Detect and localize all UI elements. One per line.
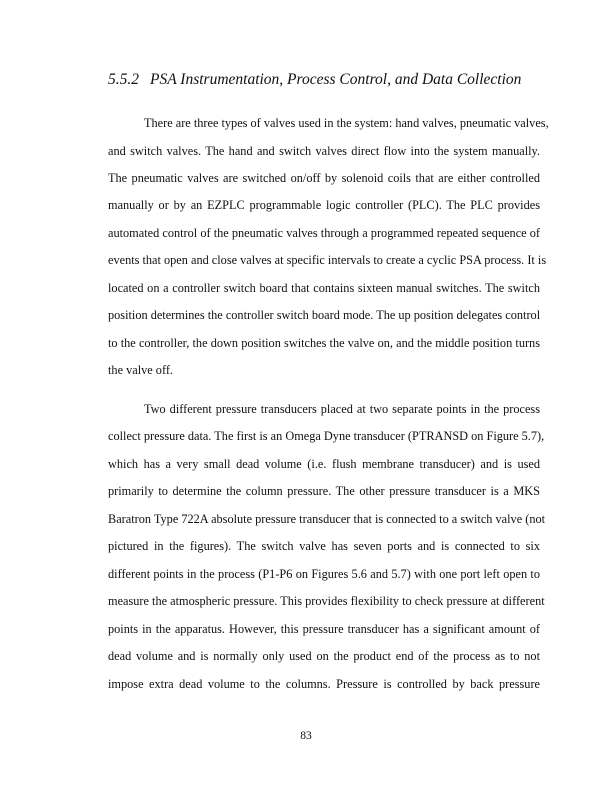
paragraph-2-line-1: Two different pressure transducers placed at two separate points in the process [144,402,540,416]
paragraph-2-line-11: impose extra dead volume to the columns. Pressure is controlled by back pressure [108,677,540,691]
paragraph-1-line-2: and switch valves. The hand and switch valves direct flow into the system manually. [108,144,540,158]
paragraph-2-line-6: pictured in the figures). The switch valve has seven ports and is connected to six [108,539,540,553]
paragraph-2-line-4: primarily to determine the column pressure. The other pressure transducer is a MKS [108,484,540,498]
paragraph-1-line-3: The pneumatic valves are switched on/off by solenoid coils that are either controlled [108,171,540,185]
paragraph-1-line-7: located on a controller switch board that contains sixteen manual switches. The switch [108,281,540,295]
paragraph-2-line-7: different points in the process (P1-P6 on Figures 5.6 and 5.7) with one port left open to [108,567,540,581]
paragraph-1-line-6: events that open and close valves at specific intervals to create a cyclic PSA process. It is [108,253,547,267]
paragraph-2-line-9: points in the apparatus. However, this pressure transducer has a significant amount of [108,622,540,636]
paragraph-2-line-10: dead volume and is normally only used on the product end of the process as to not [108,649,540,663]
section-heading [108,70,528,90]
paragraph-1-line-9: to the controller, the down position switches the valve on, and the middle position turns [108,336,540,350]
section-title: PSA Instrumentation, Process Control, and Data Collection [150,71,522,88]
paragraph-1-line-8: position determines the controller switch board mode. The up position delegates control [108,308,541,322]
paragraph-2-line-8: measure the atmospheric pressure. This provides flexibility to check pressure at different [108,594,545,608]
section-number: 5.5.2 [108,71,139,88]
paragraph-1-line-5: automated control of the pneumatic valves through a programmed repeated sequence of [108,226,540,240]
paragraph-2-line-5: Baratron Type 722A absolute pressure transducer that is connected to a switch valve (not [108,512,546,526]
paragraph-1-line-4: manually or by an EZPLC programmable logic controller (PLC). The PLC provides [108,198,540,212]
paragraph-1-line-1: There are three types of valves used in the system: hand valves, pneumatic valves, [144,116,549,130]
paragraph-2-line-2: collect pressure data. The first is an Omega Dyne transducer (PTRANSD on Figure 5.7), [108,429,545,443]
page-number: 83 [300,730,312,742]
paragraph-1-line-10: the valve off. [108,363,173,377]
paragraph-2-line-3: which has a very small dead volume (i.e. flush membrane transducer) and is used [108,457,540,471]
